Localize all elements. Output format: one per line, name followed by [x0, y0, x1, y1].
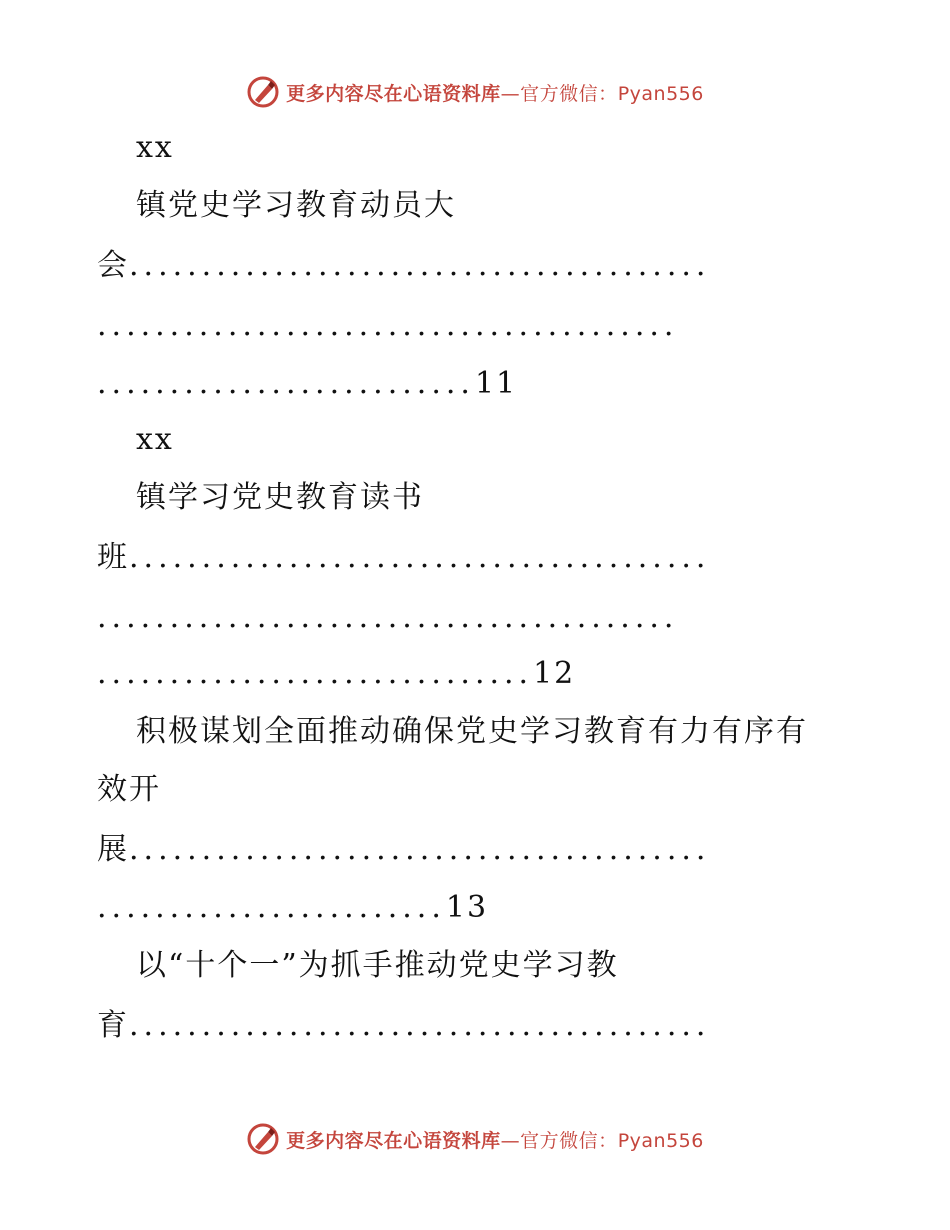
dot-leader: .............................. [97, 656, 534, 691]
dot-leader: ........................................ [129, 832, 711, 867]
toc-entry-3-leader-2 [97, 888, 950, 928]
dot-leader: ........................................ [97, 308, 679, 343]
toc-entry-1-leader-3 [97, 364, 950, 404]
toc-entry-3-tail: 展 [97, 832, 129, 867]
toc-entry-2-page: 12 [533, 656, 576, 691]
toc-entry-4-leader-1 [97, 1006, 950, 1046]
toc-entry-3-title-cont: 效开 [97, 772, 161, 807]
toc-entry-4-title: 以“十个一”为抓手推动党史学习教 [136, 948, 619, 983]
toc-entry-2-leader-1 [97, 538, 950, 578]
watermark-text: 更多内容尽在心语资料库—官方微信：Pyan556 [286, 82, 704, 105]
dot-leader: .......................... [97, 366, 475, 401]
toc-entry-1-title: 镇党史学习教育动员大 [136, 188, 456, 223]
toc-entry-3-leader-1 [97, 830, 950, 870]
header-watermark [0, 72, 950, 112]
toc-entry-3-title: 积极谋划全面推动确保党史学习教育有力有序有 [136, 714, 808, 749]
toc-entry-1-leader-1 [97, 246, 950, 286]
footer-watermark [0, 1119, 950, 1159]
toc-entry-1-prefix: xx [136, 130, 174, 165]
dot-leader: ........................ [97, 890, 446, 925]
toc-entry-1-tail: 会 [97, 248, 129, 283]
dot-leader: ........................................ [97, 600, 679, 635]
toc-entry-1-page: 11 [474, 366, 518, 401]
toc-entry-4-tail: 育 [97, 1008, 129, 1043]
toc-entry-1-leader-2 [97, 306, 950, 346]
pen-logo-icon [246, 75, 280, 109]
toc-entry-2-title: 镇学习党史教育读书 [136, 480, 424, 515]
toc-entry-2-prefix: xx [136, 422, 174, 457]
watermark-text: 更多内容尽在心语资料库—官方微信：Pyan556 [286, 1129, 704, 1152]
toc-entry-2-leader-3 [97, 654, 950, 694]
toc-entry-3-page: 13 [445, 890, 489, 925]
pen-logo-icon [246, 1122, 280, 1156]
toc-entry-2-tail: 班 [97, 540, 129, 575]
dot-leader: ........................................ [129, 248, 711, 283]
toc-entry-2-leader-2 [97, 598, 950, 638]
dot-leader: ........................................ [129, 1008, 711, 1043]
dot-leader: ........................................ [129, 540, 711, 575]
